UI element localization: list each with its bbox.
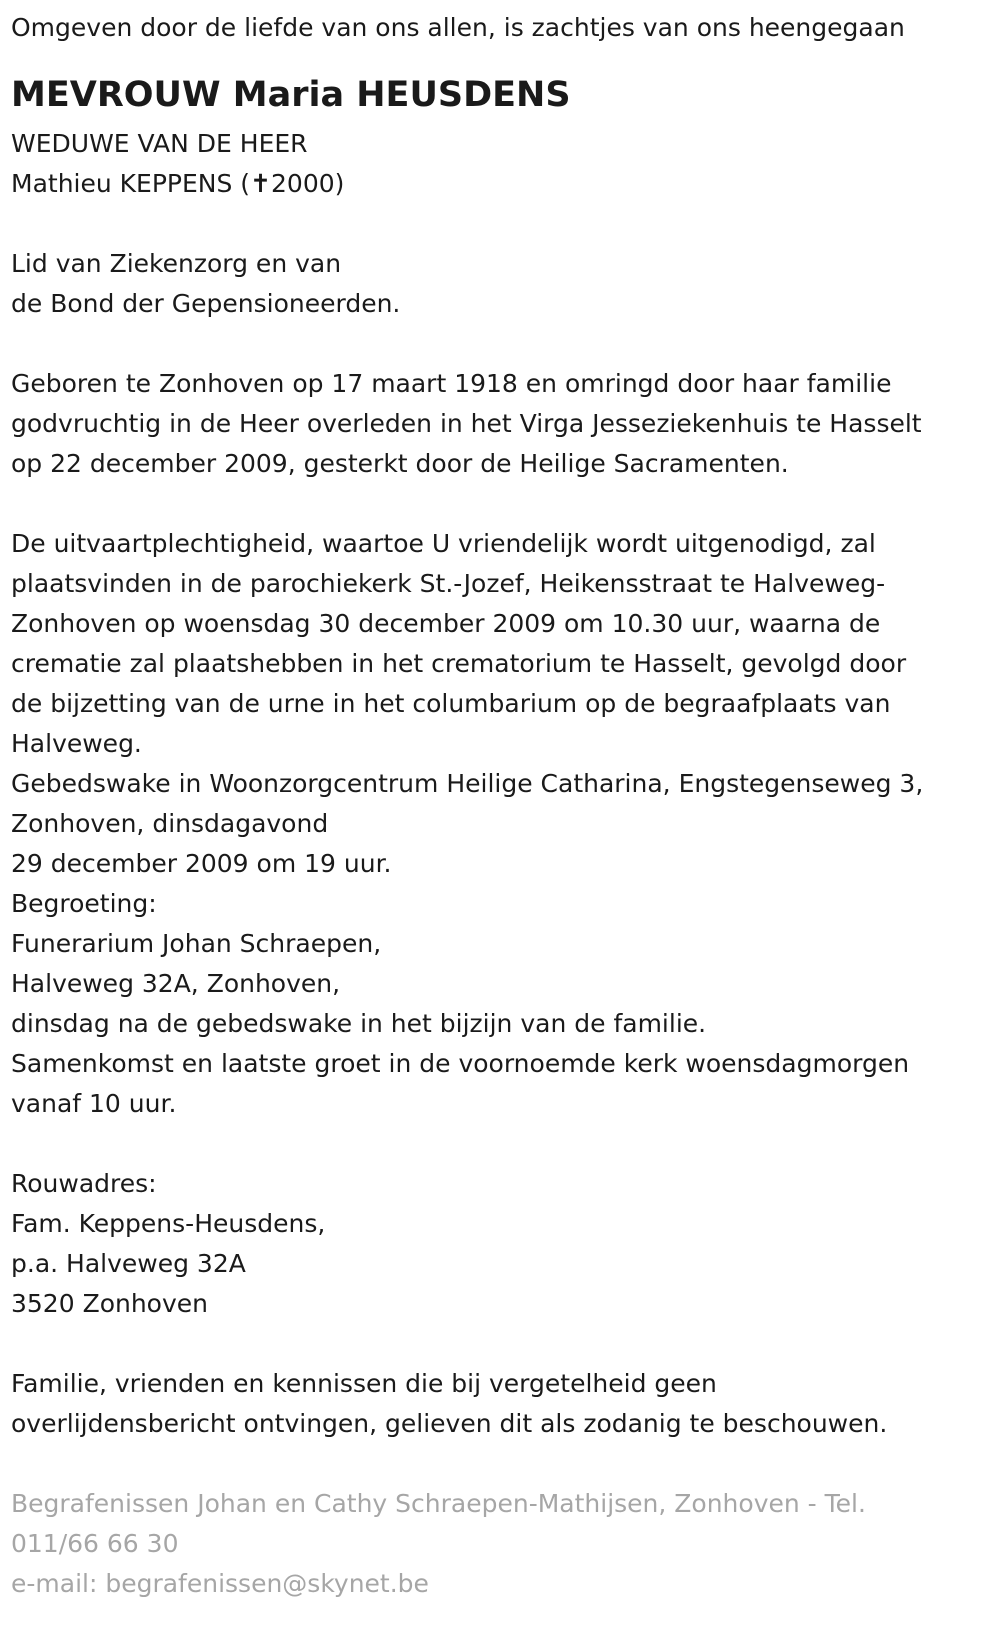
ceremony-line: vanaf 10 uur. [11, 1089, 177, 1118]
address-section [11, 1164, 989, 1324]
address-line: Rouwadres: [11, 1169, 157, 1198]
address-line: Fam. Keppens-Heusdens, [11, 1209, 326, 1238]
ceremony-line: Zonhoven, dinsdagavond [11, 809, 329, 838]
ceremony-line: De uitvaartplechtigheid, waartoe U vriendelijk wordt uitgenodigd, zal [11, 529, 876, 558]
notice-line: overlijdensbericht ontvingen, gelieven dit als zodanig te beschouwen. [11, 1409, 888, 1438]
address-line: 3520 Zonhoven [11, 1289, 208, 1318]
ceremony-line: Zonhoven op woensdag 30 december 2009 om 10.30 uur, waarna de [11, 609, 881, 638]
footer-email: e-mail: begrafenissen@skynet.be [11, 1569, 429, 1598]
deceased-name: MEVROUW Maria HEUSDENS [11, 75, 571, 115]
ceremony-line: crematie zal plaatshebben in het crematorium te Hasselt, gevolgd door [11, 649, 907, 678]
intro-text: Omgeven door de liefde van ons allen, is zachtjes van ons heengegaan [11, 13, 905, 42]
membership-section [11, 244, 989, 324]
ceremony-line: de bijzetting van de urne in het columbarium op de begraafplaats van [11, 689, 891, 718]
address-line: p.a. Halveweg 32A [11, 1249, 246, 1278]
ceremony-line: Funerarium Johan Schraepen, [11, 929, 382, 958]
spouse-line: WEDUWE VAN DE HEER [11, 129, 308, 158]
ceremony-line: Gebedswake in Woonzorgcentrum Heilige Catharina, Engstegenseweg 3, [11, 769, 924, 798]
notice-line: Familie, vrienden en kennissen die bij vergetelheid geen [11, 1369, 717, 1398]
birth-death-section [11, 364, 989, 484]
ceremony-section [11, 524, 989, 1124]
ceremony-line: Halveweg. [11, 729, 142, 758]
birth-death-line: op 22 december 2009, gesterkt door de Heilige Sacramenten. [11, 449, 789, 478]
ceremony-line: Halveweg 32A, Zonhoven, [11, 969, 341, 998]
membership-line: de Bond der Gepensioneerden. [11, 289, 401, 318]
spouse-section [11, 124, 989, 204]
ceremony-line: dinsdag na de gebedswake in het bijzijn van de familie. [11, 1009, 707, 1038]
ceremony-line: 29 december 2009 om 19 uur. [11, 849, 392, 878]
spouse-line: Mathieu KEPPENS (✝2000) [11, 169, 345, 198]
ceremony-line: Samenkomst en laatste groet in de voornoemde kerk woensdagmorgen [11, 1049, 910, 1078]
birth-death-line: Geboren te Zonhoven op 17 maart 1918 en omringd door haar familie [11, 369, 892, 398]
ceremony-line: Begroeting: [11, 889, 157, 918]
footer-phone: 011/66 66 30 [11, 1529, 179, 1558]
notice-section [11, 1364, 989, 1444]
birth-death-line: godvruchtig in de Heer overleden in het Virga Jesseziekenhuis te Hasselt [11, 409, 922, 438]
membership-line: Lid van Ziekenzorg en van [11, 249, 342, 278]
ceremony-line: plaatsvinden in de parochiekerk St.-Jozef, Heikensstraat te Halveweg- [11, 569, 886, 598]
footer-line: Begrafenissen Johan en Cathy Schraepen-Mathijsen, Zonhoven - Tel. [11, 1489, 866, 1518]
funeral-home-footer [11, 1484, 989, 1604]
